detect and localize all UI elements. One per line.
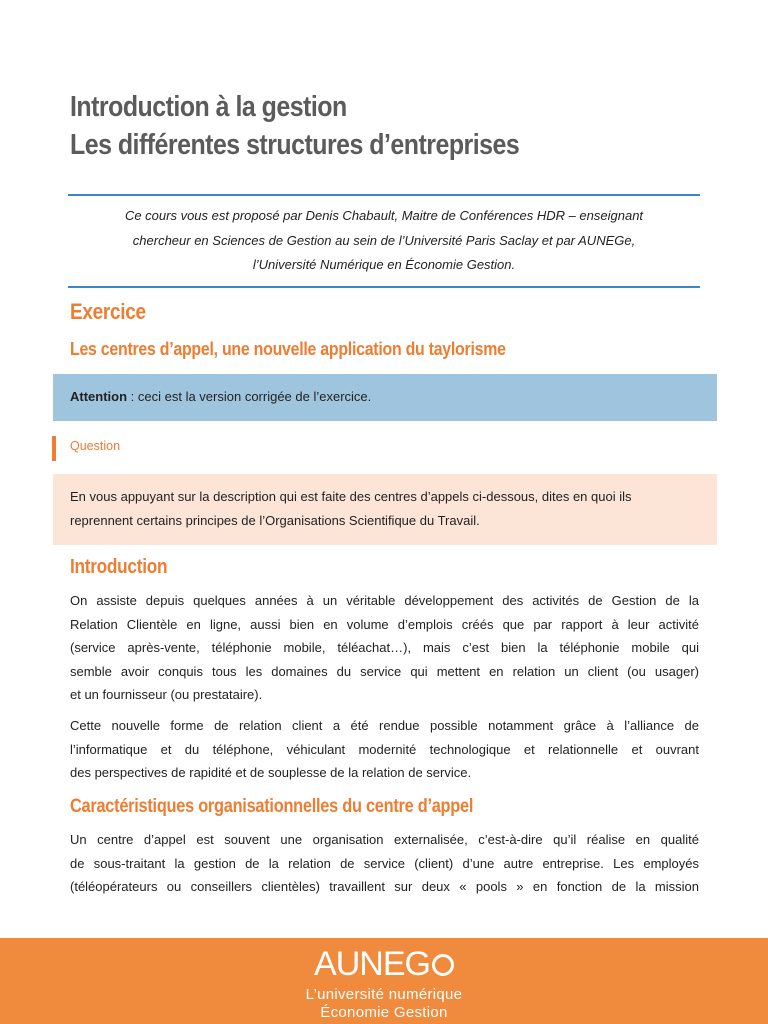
paragraph-line: Cette nouvelle forme de relation client a été rendue possible notamment grâce à l’alliance de	[70, 718, 699, 733]
logo-tagline-1: L’université numérique	[305, 986, 463, 1003]
paragraph-line: Relation Clientèle en ligne, aussi bien en volume d’emplois créés que par rapport à leur activité	[70, 616, 699, 632]
bottom-divider	[68, 286, 700, 288]
introduction-paragraph-2	[70, 714, 699, 785]
characteristics-paragraph	[70, 828, 699, 899]
exercise-heading: Exercice	[70, 299, 146, 324]
paragraph-line: des perspectives de rapidité et de souplesse de la relation de service.	[70, 765, 472, 780]
characteristics-heading: Caractéristiques organisationnelles du centre d’appel	[70, 796, 474, 817]
logo-text: AUNEG	[314, 945, 430, 983]
logo-tagline-2: Économie Gestion	[320, 1004, 448, 1021]
question-line: reprennent certains principes de l’Organisations Scientifique du Travail.	[70, 513, 480, 528]
question-label: Question	[70, 439, 121, 453]
document-title	[70, 88, 710, 164]
introduction-heading: Introduction	[70, 556, 168, 578]
attention-callout	[53, 374, 717, 421]
paragraph-line: On assiste depuis quelques années à un véritable développement des activités de Gestion de la	[70, 593, 699, 608]
logo-e-mark-icon	[432, 954, 454, 976]
credits-line: Ce cours vous est proposé par Denis Chabault, Maitre de Conférences HDR – enseignant	[124, 208, 644, 223]
aunege-logo	[0, 944, 768, 984]
attention-text: : ceci est la version corrigée de l’exercice.	[127, 389, 372, 404]
exercise-subheading: Les centres d’appel, une nouvelle application du taylorisme	[70, 338, 506, 359]
question-callout	[53, 474, 717, 545]
paragraph-line: semble avoir conquis tous les domaines du service qui mettent en relation un client (ou usager)	[70, 663, 699, 679]
paragraph-line: de sous-traitant la gestion de la relation de service (client) d’une autre entreprise. Les employés	[70, 855, 699, 871]
paragraph-line: (service après-vente, téléphonie mobile, téléachat…), mais c’est bien la téléphonie mobile qui	[70, 640, 699, 655]
introduction-paragraph-1	[70, 589, 699, 707]
paragraph-line: et un fournisseur (ou prestataire).	[70, 687, 263, 702]
paragraph-line: l’informatique et du téléphone, véhiculant modernité technologique et relationnelle et ouvrant	[70, 741, 699, 757]
title-line-1: Introduction à la gestion	[70, 91, 347, 123]
question-line: En vous appuyant sur la description qui est faite des centres d’appels ci-dessous, dites en quoi ils	[70, 489, 632, 504]
course-credits-note	[68, 204, 700, 278]
top-divider	[68, 194, 700, 196]
attention-label: Attention	[70, 389, 128, 404]
question-marker	[52, 436, 56, 461]
title-line-2: Les différentes structures d’entreprises	[70, 129, 520, 161]
credits-line: l’Université Numérique en Économie Gestion.	[252, 257, 516, 272]
paragraph-line: Un centre d’appel est souvent une organisation externalisée, c’est-à-dire qu’il réalise en qualité	[70, 832, 699, 847]
paragraph-line: (téléopérateurs ou conseillers clientèles) travaillent sur deux « pools » en fonction de la mission	[70, 879, 699, 894]
credits-line: chercheur en Sciences de Gestion au sein de l’Université Paris Saclay et par AUNEGe,	[132, 232, 636, 248]
